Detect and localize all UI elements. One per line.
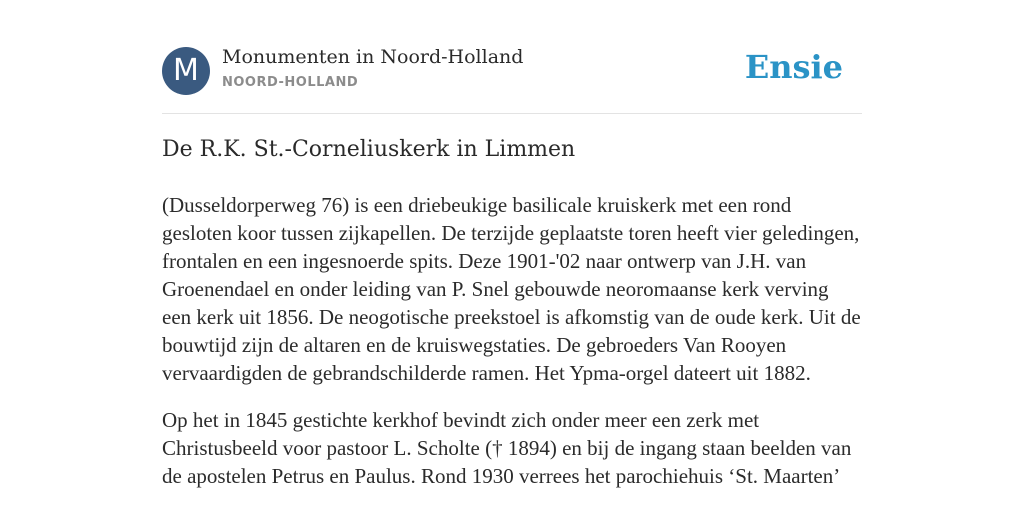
source-avatar[interactable]: M [162,47,210,95]
article-body [162,191,862,509]
header-divider [162,113,862,114]
source-title-link[interactable]: Monumenten in Noord-Holland [222,46,524,68]
article-title: De R.K. St.-Corneliuskerk in Limmen [162,137,576,162]
header [162,46,862,96]
article-paragraph-1: (Dusseldorperweg 76) is een driebeukige basilicale kruiskerk met een rond gesloten koor tussen zijkapellen. De terzijde geplaatste toren heeft vier geledingen, frontalen en een ingesnoerde spits. Deze 1901-'02 naar ontwerp van J.H. van Groenendael en onder leiding van P. Snel gebouwde neoromaanse kerk verving een kerk uit 1856. De neogotische preekstoel is afkomstig van de oude kerk. Uit de bouwtijd zijn de altaren en de kruiswegstaties. De gebroeders Van Rooyen vervaardigden de gebrandschilderde ramen. Het Ypma-orgel dateert uit 1882. [162,193,861,385]
article-paragraph-2: Op het in 1845 gestichte kerkhof bevindt zich onder meer een zerk met Christusbeeld voor pastoor L. Scholte († 1894) en bij de ingang staan beelden van de apostelen Petrus en Paulus. Rond 1930 verrees het parochiehuis ‘St. Maarten’ [162,408,852,488]
source-category-link[interactable]: NOORD-HOLLAND [222,75,359,90]
ensie-logo[interactable]: Ensie [744,48,843,86]
